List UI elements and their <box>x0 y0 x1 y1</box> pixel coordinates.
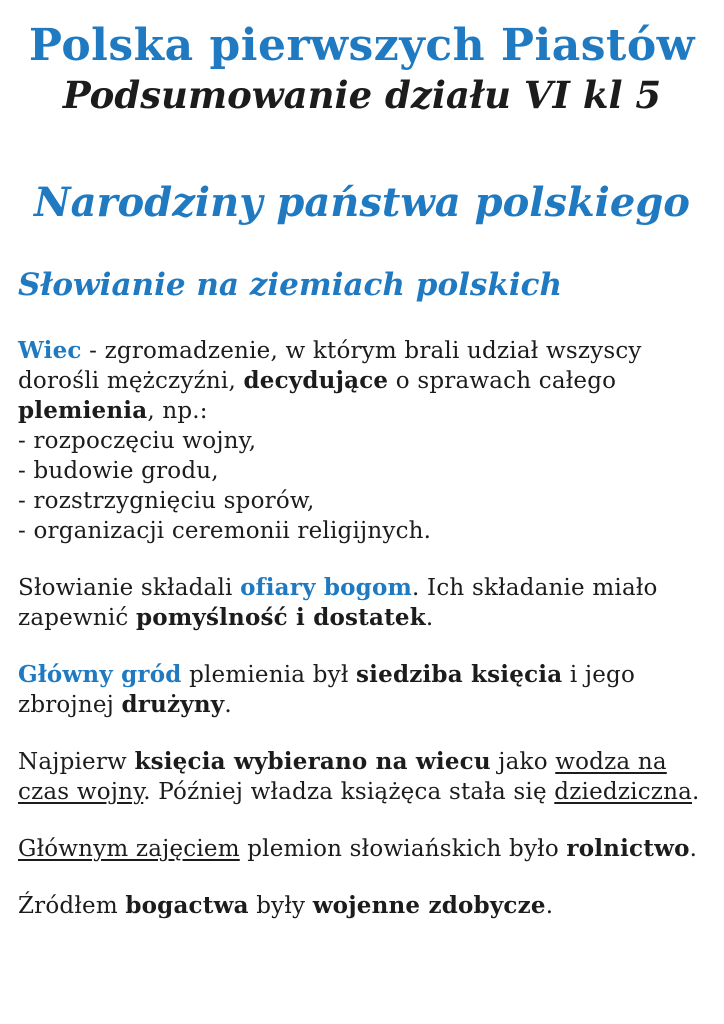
text-run: , np.: <box>147 398 208 425</box>
text-run: . Później władza książęca stała się <box>143 779 555 806</box>
document-header <box>0 0 724 116</box>
text-run: . <box>545 893 554 920</box>
subsection-heading: Słowianie na ziemiach polskich <box>18 267 563 304</box>
text-run: decydujące <box>243 367 389 395</box>
text-run: siedziba księcia <box>356 661 563 689</box>
text-run: i jego <box>562 662 636 689</box>
text-run: pomyślność i dostatek <box>136 604 426 632</box>
text-run: Słowianie składali <box>18 575 241 602</box>
text-run: plemienia był <box>181 662 357 689</box>
document-subtitle: Podsumowanie działu VI kl 5 <box>62 72 662 117</box>
paragraph-zrodlem-bogactwa <box>18 891 706 921</box>
text-run: . <box>692 779 700 806</box>
text-run: były <box>248 893 313 920</box>
text-run: - budowie grodu, <box>18 458 219 485</box>
text-run: Źródłem <box>18 893 126 920</box>
text-run: . Ich składanie miało <box>412 575 658 602</box>
text-run: . <box>689 836 698 863</box>
paragraph-ofiary-bogom <box>18 573 706 633</box>
text-run: dorośli mężczyźni, <box>18 368 244 395</box>
text-run: czas wojny <box>18 779 144 806</box>
text-run: bogactwa <box>125 892 249 920</box>
paragraph-glowny-grod <box>18 660 706 720</box>
paragraph-wiec-definition <box>18 336 706 546</box>
text-run: dziedziczna <box>554 779 693 806</box>
text-run: zapewnić <box>18 605 137 632</box>
document-title: Polska pierwszych Piastów <box>28 20 696 71</box>
text-run: . <box>425 605 434 632</box>
text-run: - rozstrzygnięciu sporów, <box>18 488 315 515</box>
text-run: rolnictwo <box>566 835 690 863</box>
text-run: - rozpoczęciu wojny, <box>18 428 257 455</box>
text-run: drużyny <box>121 691 225 719</box>
text-run: o sprawach całego <box>388 368 617 395</box>
text-run: wodza na <box>555 749 667 776</box>
paragraph-ksiecia-wybierano <box>18 747 706 807</box>
text-run: wojenne zdobycze <box>312 892 546 920</box>
text-run: Główny gród <box>18 661 182 689</box>
document-body <box>18 336 706 921</box>
text-run: Wiec <box>18 337 82 365</box>
text-run: Głównym zajęciem <box>18 836 240 863</box>
text-run: jako <box>490 749 556 776</box>
text-run: ofiary bogom <box>240 574 413 602</box>
text-run: . <box>224 692 232 719</box>
text-run: - organizacji ceremonii religijnych. <box>18 518 432 545</box>
text-run: plemienia <box>18 397 148 425</box>
paragraph-glownym-zajeciem <box>18 834 706 864</box>
text-run: Najpierw <box>18 749 135 776</box>
text-run: zbrojnej <box>18 692 122 719</box>
section-heading: Narodziny państwa polskiego <box>34 179 690 227</box>
text-run: - zgromadzenie, w którym brali udział wszyscy <box>81 338 642 365</box>
text-run: księcia wybierano na wiecu <box>134 748 491 776</box>
text-run: plemion słowiańskich było <box>239 836 567 863</box>
